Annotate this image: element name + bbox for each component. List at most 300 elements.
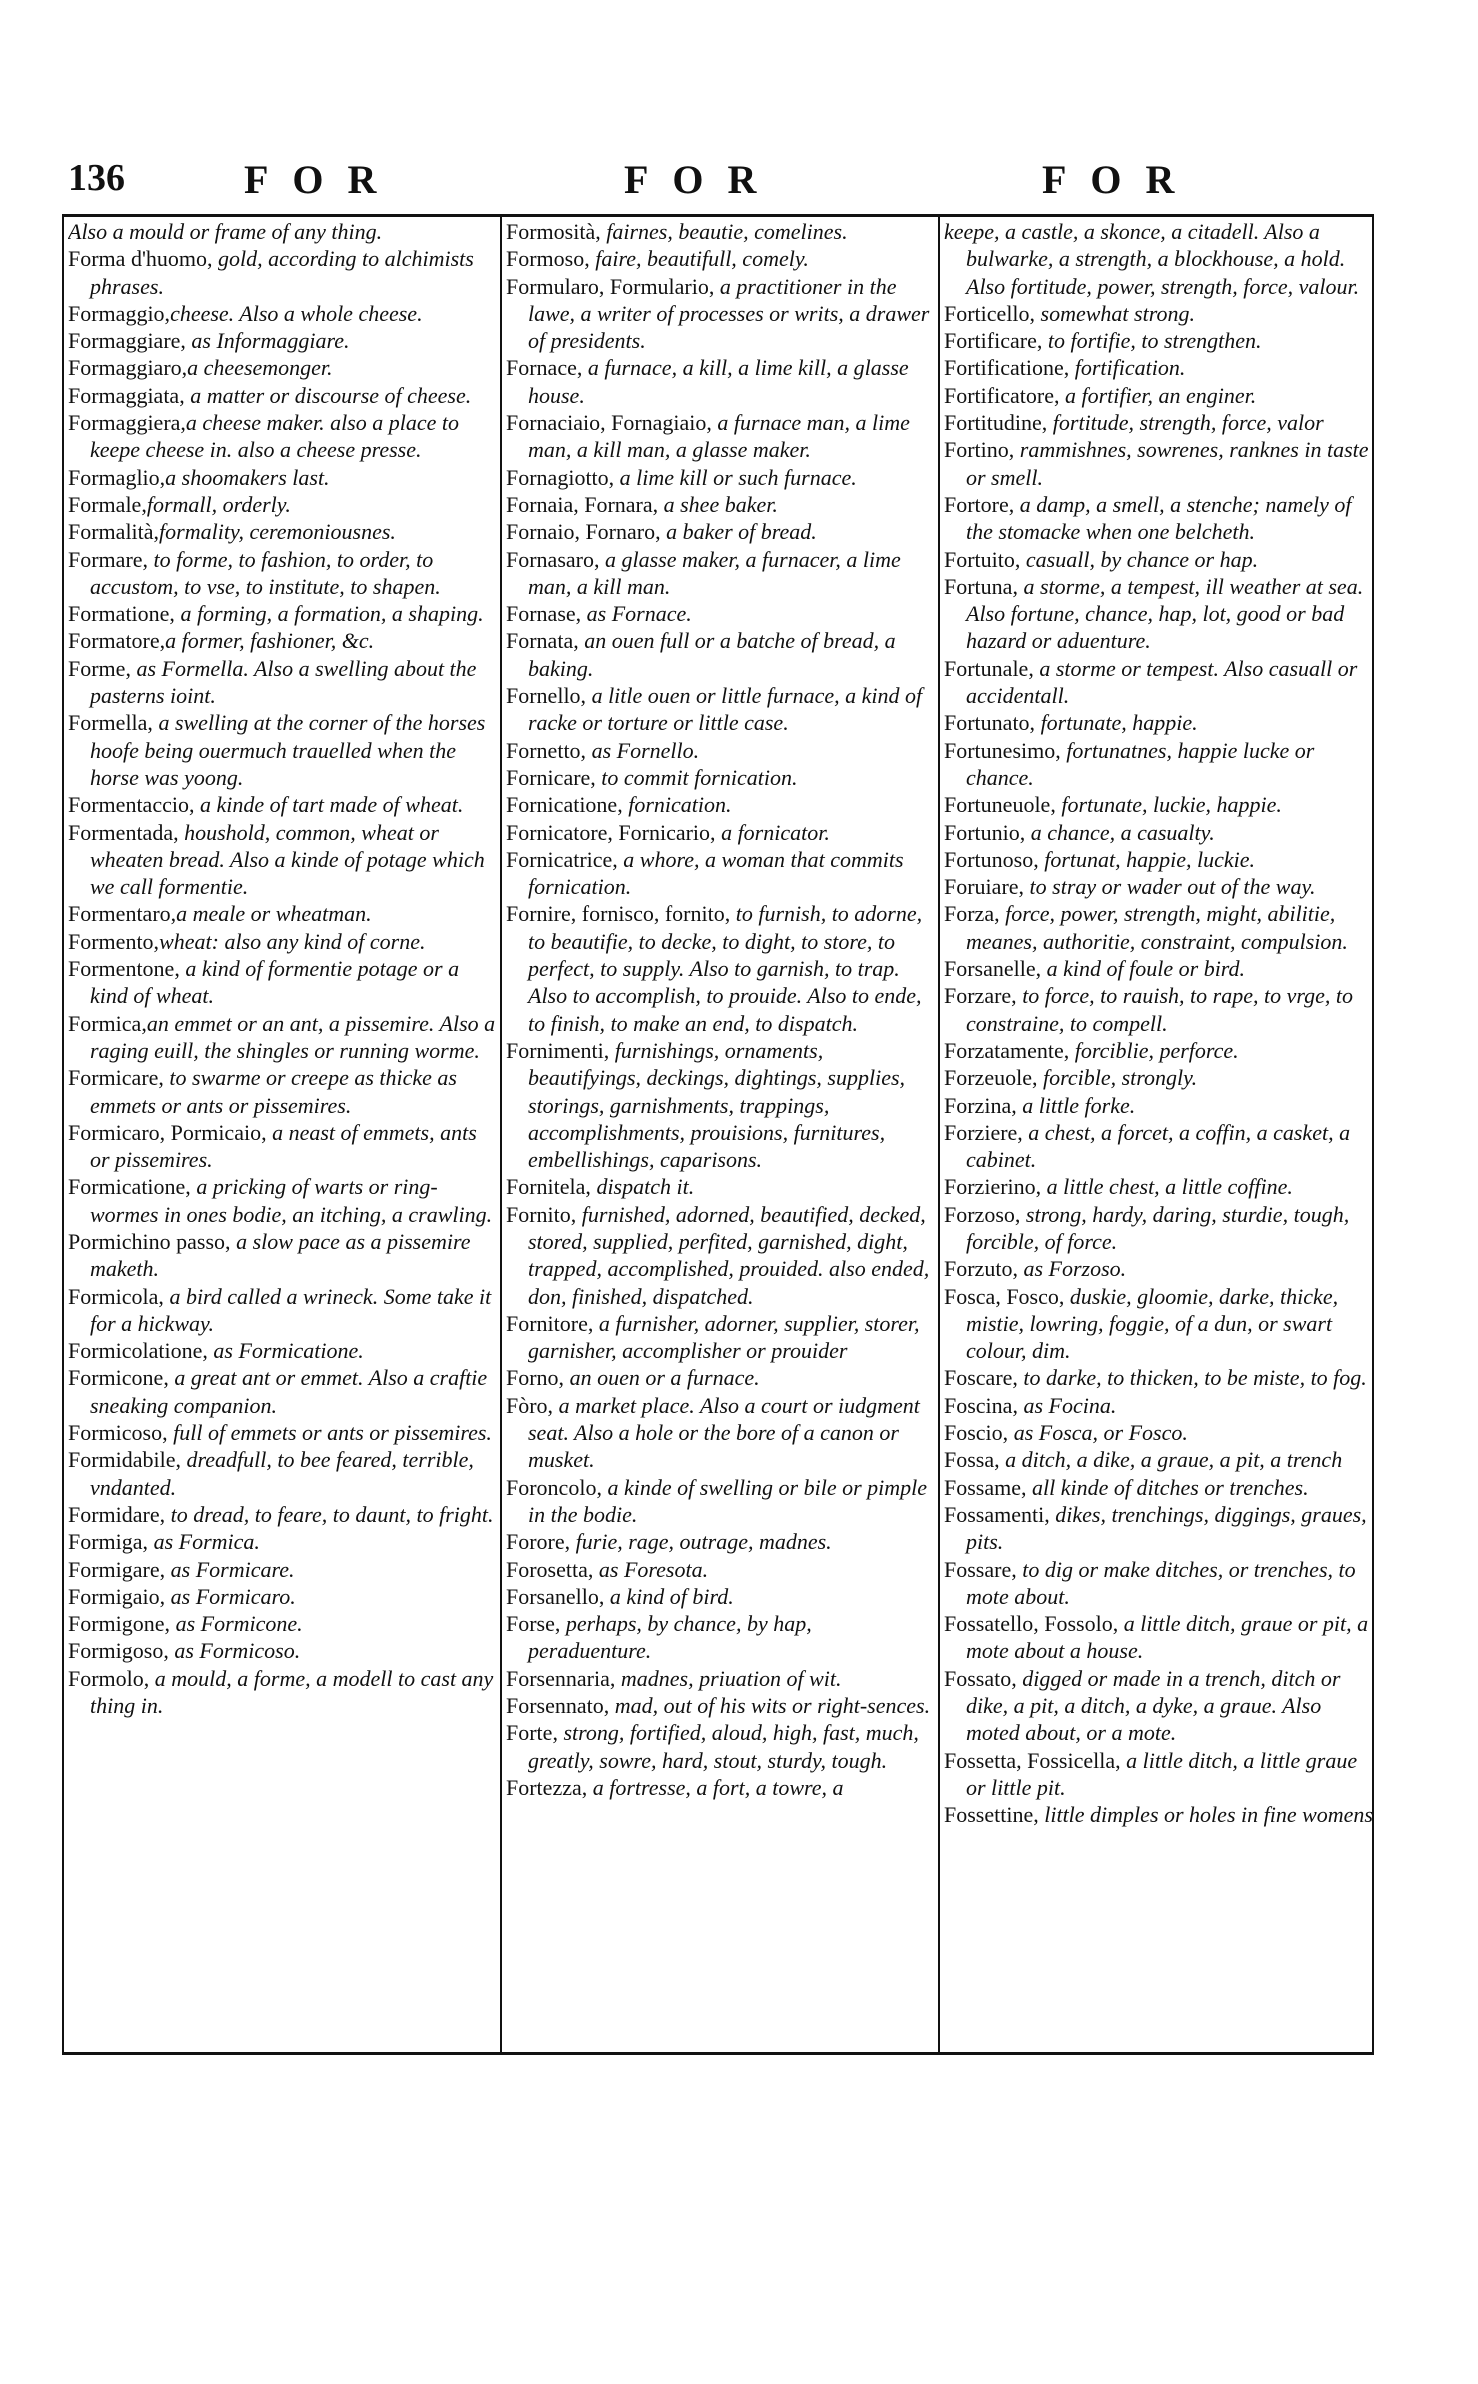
entry-definition: wheat: also any kind of corne. bbox=[159, 928, 426, 954]
entry-definition: fortunatnes, happie lucke or chance. bbox=[966, 737, 1315, 790]
dictionary-entry bbox=[506, 1201, 936, 1310]
entry-definition: fairnes, beautie, comelines. bbox=[606, 219, 848, 244]
entry-headword: Fortificatione, bbox=[944, 355, 1075, 381]
entry-definition: to furnish, to adorne, to beautifie, to decke, to dight, to store, to perfect, to supply. Also to garnish, to trap. Also to accomplish, to prouide. Also to ende, to finish, to make an end, to dispatch. bbox=[528, 901, 923, 1036]
entry-headword: Formularo, Formulario, bbox=[506, 273, 720, 299]
dictionary-entry bbox=[944, 1173, 1374, 1200]
dictionary-entry bbox=[944, 873, 1374, 900]
entry-definition: a little ditch, graue or pit, a mote about a house. bbox=[966, 1611, 1369, 1664]
entry-headword: Fortuneuole, bbox=[944, 792, 1062, 818]
dictionary-entry bbox=[506, 1037, 936, 1173]
column-divider-2 bbox=[938, 216, 940, 2052]
dictionary-entry bbox=[944, 819, 1374, 846]
dictionary-entry bbox=[506, 491, 936, 518]
entry-definition: a cheese maker. also a place to keepe cheese in. also a cheese presse. bbox=[90, 410, 459, 463]
entry-headword: Forsanello, bbox=[506, 1583, 610, 1609]
entry-definition: full of emmets or ants or pissemires. bbox=[173, 1420, 492, 1446]
entry-headword: Forzierino, bbox=[944, 1174, 1047, 1200]
entry-definition: as Fosca, or Fosco. bbox=[1013, 1420, 1188, 1446]
dictionary-entry bbox=[506, 791, 936, 818]
entry-definition: madnes, priuation of wit. bbox=[620, 1665, 842, 1691]
entry-definition: a bird called a wrineck. Some take it for a hickway. bbox=[90, 1283, 492, 1336]
dictionary-entry bbox=[506, 354, 936, 409]
dictionary-entry bbox=[68, 1283, 498, 1338]
entry-headword: Foscio, bbox=[944, 1420, 1014, 1446]
entry-definition: a little ditch, a little graue or little pit. bbox=[966, 1747, 1358, 1800]
entry-headword: Foroncolo, bbox=[506, 1474, 608, 1500]
entry-definition: dispatch it. bbox=[596, 1174, 695, 1200]
dictionary-entry bbox=[944, 354, 1374, 381]
entry-headword: Fornetto, bbox=[506, 737, 592, 763]
running-head-center: FOR bbox=[624, 157, 781, 202]
dictionary-entry bbox=[68, 1228, 498, 1283]
entry-headword: Fornagiotto, bbox=[506, 464, 620, 490]
dictionary-entry bbox=[68, 354, 498, 381]
dictionary-entry bbox=[506, 1310, 936, 1365]
entry-headword: Formento, bbox=[68, 928, 160, 954]
entry-headword: Forzatamente, bbox=[944, 1037, 1075, 1063]
dictionary-entry bbox=[944, 709, 1374, 736]
entry-definition: a ditch, a dike, a graue, a pit, a trench bbox=[1005, 1447, 1343, 1473]
entry-definition: a slow pace as a pissemire maketh. bbox=[90, 1228, 471, 1282]
entry-definition: gold, according to alchimists phrases. bbox=[90, 246, 474, 299]
dictionary-entry bbox=[506, 1173, 936, 1200]
entry-headword: Forza, bbox=[944, 901, 1006, 927]
entry-headword: Fortunoso, bbox=[944, 846, 1045, 872]
dictionary-entry bbox=[68, 327, 498, 354]
dictionary-entry bbox=[944, 1255, 1374, 1282]
entry-definition: a matter or discourse of cheese. bbox=[190, 382, 472, 408]
entry-headword: Fossame, bbox=[944, 1474, 1032, 1500]
dictionary-entry bbox=[506, 846, 936, 901]
entry-headword: Forzare, bbox=[944, 983, 1023, 1009]
entry-definition: to swarme or creepe as thicke as emmets or ants or pissemires. bbox=[90, 1065, 457, 1118]
entry-headword: Foruiare, bbox=[944, 874, 1030, 900]
dictionary-entry bbox=[944, 327, 1374, 354]
entry-definition: casuall, by chance or hap. bbox=[1025, 546, 1259, 572]
entry-headword: Forno, bbox=[506, 1365, 570, 1391]
entry-headword: Fortitudine, bbox=[944, 410, 1053, 436]
dictionary-entry bbox=[68, 1583, 498, 1610]
entry-definition: as Informaggiare. bbox=[191, 328, 350, 354]
entry-headword: Fornito, bbox=[506, 1201, 582, 1227]
entry-headword: Formicatione, bbox=[68, 1174, 197, 1200]
entry-headword: Fornase, bbox=[506, 601, 587, 627]
dictionary-entry bbox=[506, 1556, 936, 1583]
entry-definition: a neast of emmets, ants or pissemires. bbox=[90, 1119, 477, 1173]
dictionary-entry bbox=[944, 436, 1374, 491]
column-middle bbox=[506, 218, 936, 2048]
entry-headword: Fortuna, bbox=[944, 573, 1024, 599]
entry-definition: a kind of bird. bbox=[609, 1583, 734, 1609]
entry-headword: Formale, bbox=[68, 491, 147, 517]
entry-headword: Forma d'huomo, bbox=[68, 246, 219, 272]
entry-headword: Fornello, bbox=[506, 683, 592, 709]
entry-definition: a storme, a tempest, ill weather at sea. Also fortune, chance, hap, lot, good or bad hazard or aduenture. bbox=[966, 573, 1364, 654]
dictionary-entry bbox=[506, 546, 936, 601]
dictionary-entry bbox=[68, 300, 498, 327]
entry-definition: formall, orderly. bbox=[146, 491, 291, 517]
dictionary-entry bbox=[944, 900, 1374, 955]
dictionary-entry bbox=[68, 791, 498, 818]
entry-definition: a little forke. bbox=[1022, 1092, 1136, 1118]
entry-headword: Fossato, bbox=[944, 1665, 1023, 1691]
entry-headword: Fòro, bbox=[506, 1392, 559, 1418]
running-head-left: FOR bbox=[244, 157, 401, 202]
entry-headword: Formaggiaro, bbox=[68, 355, 188, 381]
entry-definition: digged or made in a trench, ditch or dike, a pit, a ditch, a dyke, a graue. Also moted about, or a mote. bbox=[966, 1665, 1341, 1746]
dictionary-entry bbox=[68, 382, 498, 409]
dictionary-entry bbox=[68, 1064, 498, 1119]
header-rule bbox=[62, 214, 1374, 217]
entry-definition: strong, hardy, daring, sturdie, tough, forcible, of force. bbox=[966, 1201, 1350, 1254]
entry-headword: Fortunesimo, bbox=[944, 737, 1067, 763]
entry-definition: a kind of formentie potage or a kind of wheat. bbox=[90, 956, 460, 1009]
dictionary-entry bbox=[68, 546, 498, 601]
entry-definition: a cheesemonger. bbox=[187, 355, 333, 381]
entry-definition: somewhat strong. bbox=[1040, 300, 1195, 326]
entry-headword: Formolo, bbox=[68, 1665, 155, 1691]
dictionary-entry bbox=[68, 1173, 498, 1228]
entry-headword: Fornimenti, bbox=[506, 1037, 615, 1063]
entry-definition: houshold, common, wheat or wheaten bread. Also a kinde of potage which we call formentie. bbox=[90, 819, 485, 900]
entry-definition: a market place. Also a court or iudgment seat. Also a hole or the bore of a canon or musket. bbox=[528, 1392, 920, 1473]
dictionary-entry bbox=[68, 1364, 498, 1419]
dictionary-entry bbox=[506, 1528, 936, 1555]
entry-headword: Fortezza, bbox=[506, 1774, 593, 1800]
entry-headword: Fossamenti, bbox=[944, 1501, 1056, 1527]
dictionary-entry bbox=[68, 709, 498, 791]
dictionary-entry bbox=[944, 1392, 1374, 1419]
entry-headword: Formosità, bbox=[506, 219, 607, 244]
entry-definition: to stray or wader out of the way. bbox=[1029, 874, 1316, 900]
entry-headword: Fornicatrice, bbox=[506, 846, 624, 872]
entry-definition: to darke, to thicken, to be miste, to fog. bbox=[1023, 1365, 1367, 1391]
dictionary-entry bbox=[68, 409, 498, 464]
entry-definition: a great ant or emmet. Also a craftie sneaking companion. bbox=[90, 1365, 488, 1418]
dictionary-entry bbox=[506, 819, 936, 846]
entry-definition: little dimples or holes in fine womens bbox=[1044, 1802, 1373, 1828]
dictionary-entry bbox=[68, 1010, 498, 1065]
entry-definition: fortunate, luckie, happie. bbox=[1061, 792, 1282, 818]
dictionary-entry bbox=[506, 245, 936, 272]
entry-definition: a shoomakers last. bbox=[165, 464, 330, 490]
dictionary-entry bbox=[68, 1528, 498, 1555]
dictionary-entry bbox=[68, 245, 498, 300]
entry-definition: formality, ceremoniousnes. bbox=[159, 519, 396, 545]
entry-headword: Formicone, bbox=[68, 1365, 175, 1391]
dictionary-entry bbox=[68, 1446, 498, 1501]
entry-headword: Formicola, bbox=[68, 1283, 170, 1309]
entry-headword: Formaglio, bbox=[68, 464, 166, 490]
entry-definition: as Formica. bbox=[153, 1529, 260, 1555]
dictionary-entry bbox=[68, 1119, 498, 1174]
entry-definition: a litle ouen or little furnace, a kind of racke or torture or little case. bbox=[528, 683, 923, 736]
dictionary-entry bbox=[68, 518, 498, 545]
entry-definition: cheese. Also a whole cheese. bbox=[170, 300, 423, 326]
dictionary-entry bbox=[944, 1747, 1374, 1802]
entry-headword: Formiga, bbox=[68, 1529, 154, 1555]
dictionary-entry bbox=[506, 627, 936, 682]
dictionary-entry bbox=[944, 791, 1374, 818]
dictionary-entry bbox=[506, 737, 936, 764]
entry-headword: Fornitela, bbox=[506, 1174, 597, 1200]
dictionary-entry bbox=[506, 464, 936, 491]
entry-definition: fortification. bbox=[1074, 355, 1186, 381]
dictionary-entry bbox=[506, 682, 936, 737]
entry-definition: as Fornace. bbox=[586, 601, 692, 627]
entry-headword: Formigaio, bbox=[68, 1583, 171, 1609]
entry-headword: Forzoso, bbox=[944, 1201, 1026, 1227]
entry-definition: a kinde of tart made of wheat. bbox=[199, 792, 464, 818]
dictionary-entry bbox=[506, 1364, 936, 1391]
entry-headword: Fornire, fornisco, fornito, bbox=[506, 901, 736, 927]
column-divider-1 bbox=[500, 216, 502, 2052]
entry-headword: Formella, bbox=[68, 710, 159, 736]
entry-definition: to commit fornication. bbox=[601, 764, 798, 790]
entry-definition: a fortifier, an enginer. bbox=[1064, 382, 1257, 408]
entry-definition: keepe, a castle, a skonce, a citadell. Also a bulwarke, a strength, a blockhouse, a hold. Also fortitude, power, strength, force, valour. bbox=[944, 219, 1360, 299]
dictionary-entry bbox=[506, 1392, 936, 1474]
dictionary-entry bbox=[506, 1719, 936, 1774]
entry-definition: a furnace, a kill, a lime kill, a glasse house. bbox=[528, 355, 909, 408]
dictionary-entry bbox=[944, 1556, 1374, 1611]
entry-headword: Fortificare, bbox=[944, 328, 1048, 354]
entry-definition: dikes, trenchings, diggings, graues, pits. bbox=[966, 1501, 1367, 1555]
entry-definition: dreadfull, to bee feared, terrible, vndanted. bbox=[90, 1447, 474, 1500]
entry-headword: Fornata, bbox=[506, 628, 585, 654]
dictionary-entry bbox=[944, 737, 1374, 792]
entry-definition: as Fornello. bbox=[591, 737, 700, 763]
dictionary-entry bbox=[944, 1446, 1374, 1473]
dictionary-entry bbox=[68, 1556, 498, 1583]
dictionary-entry bbox=[68, 955, 498, 1010]
dictionary-entry bbox=[506, 1583, 936, 1610]
entry-headword: Forore, bbox=[506, 1529, 576, 1555]
entry-headword: Fossare, bbox=[944, 1556, 1023, 1582]
entry-definition: a whore, a woman that commits fornication. bbox=[528, 846, 904, 900]
entry-definition: a kind of foule or bird. bbox=[1046, 956, 1246, 982]
entry-headword: Fortino, bbox=[944, 437, 1020, 463]
dictionary-entry bbox=[944, 1801, 1374, 1828]
entry-definition: a furnace man, a lime man, a kill man, a glasse maker. bbox=[528, 410, 910, 463]
entry-headword: Forzina, bbox=[944, 1092, 1023, 1118]
dictionary-entry bbox=[944, 546, 1374, 573]
entry-headword: Forzuto, bbox=[944, 1256, 1024, 1282]
dictionary-entry bbox=[944, 491, 1374, 546]
entry-definition: as Formicaro. bbox=[170, 1583, 296, 1609]
entry-headword: Fortunale, bbox=[944, 655, 1040, 681]
dictionary-entry bbox=[68, 1501, 498, 1528]
entry-headword: Forziere, bbox=[944, 1119, 1029, 1145]
dictionary-entry bbox=[68, 1419, 498, 1446]
entry-definition: as Formicare. bbox=[170, 1556, 295, 1582]
dictionary-entry bbox=[944, 1092, 1374, 1119]
entry-definition: an ouen or a furnace. bbox=[569, 1365, 760, 1391]
entry-headword: Formentaro, bbox=[68, 901, 177, 927]
entry-headword: Pormichino passo, bbox=[68, 1228, 237, 1254]
entry-definition: to forme, to fashion, to order, to accustom, to vse, to institute, to shapen. bbox=[90, 546, 441, 599]
entry-headword: Forte, bbox=[506, 1720, 564, 1746]
entry-definition: force, power, strength, might, abilitie, meanes, authoritie, constraint, compulsion. bbox=[966, 901, 1348, 954]
dictionary-entry bbox=[506, 273, 936, 355]
running-head-right: FOR bbox=[1042, 157, 1199, 202]
entry-headword: Formidare, bbox=[68, 1501, 171, 1527]
entry-headword: Fornaciaio, Fornagiaio, bbox=[506, 410, 718, 436]
entry-headword: Fortunato, bbox=[944, 710, 1041, 736]
entry-headword: Formatione, bbox=[68, 601, 181, 627]
dictionary-entry bbox=[506, 900, 936, 1036]
dictionary-entry bbox=[944, 1119, 1374, 1174]
entry-headword: Formalità, bbox=[68, 519, 160, 545]
entry-definition: to dig or make ditches, or trenches, to mote about. bbox=[966, 1556, 1356, 1609]
entry-definition: to dread, to feare, to daunt, to fright. bbox=[170, 1501, 494, 1527]
dictionary-entry bbox=[944, 1201, 1374, 1256]
entry-definition: perhaps, by chance, by hap, peraduenture. bbox=[528, 1611, 812, 1664]
entry-definition: to force, to rauish, to rape, to vrge, to constraine, to compell. bbox=[966, 983, 1353, 1036]
dictionary-entry bbox=[506, 1610, 936, 1665]
entry-headword: Foscina, bbox=[944, 1392, 1024, 1418]
dictionary-entry bbox=[944, 1610, 1374, 1665]
dictionary-entry bbox=[68, 627, 498, 654]
entry-definition: as Forzoso. bbox=[1023, 1256, 1127, 1282]
entry-definition: a former, fashioner, &c. bbox=[165, 628, 375, 654]
entry-definition: faire, beautifull, comely. bbox=[595, 246, 809, 272]
dictionary-entry bbox=[68, 600, 498, 627]
entry-definition: a fortresse, a fort, a towre, a bbox=[592, 1774, 844, 1800]
column-right bbox=[944, 218, 1374, 2048]
entry-definition: a mould, a forme, a modell to cast any thing in. bbox=[90, 1665, 494, 1719]
entry-headword: Formicaro, Pormicaio, bbox=[68, 1119, 273, 1145]
entry-headword: Foscare, bbox=[944, 1365, 1024, 1391]
entry-headword: Forse, bbox=[506, 1611, 566, 1637]
page-number: 136 bbox=[68, 157, 125, 199]
entry-definition: a storme or tempest. Also casuall or accidentall. bbox=[966, 655, 1358, 709]
entry-headword: Formentada, bbox=[68, 819, 185, 845]
dictionary-entry bbox=[944, 955, 1374, 982]
entry-headword: Formigare, bbox=[68, 1556, 171, 1582]
dictionary-entry bbox=[68, 1665, 498, 1720]
dictionary-entry bbox=[68, 1337, 498, 1364]
entry-definition: strong, fortified, aloud, high, fast, much, greatly, sowre, hard, stout, sturdy, tough. bbox=[528, 1720, 919, 1773]
dictionary-entry bbox=[506, 409, 936, 464]
dictionary-entry bbox=[944, 1419, 1374, 1446]
entry-headword: Forme, bbox=[68, 655, 137, 681]
entry-definition: fortunat, happie, luckie. bbox=[1044, 846, 1256, 872]
entry-headword: Forsanelle, bbox=[944, 956, 1047, 982]
dictionary-entry bbox=[944, 300, 1374, 327]
entry-definition: a practitioner in the lawe, a writer of processes or writs, a drawer of presidents. bbox=[528, 273, 930, 354]
dictionary-entry bbox=[944, 1501, 1374, 1556]
entry-definition: to fortifie, to strengthen. bbox=[1047, 328, 1262, 354]
column-left bbox=[68, 218, 498, 2048]
entry-definition: a shee baker. bbox=[663, 491, 778, 517]
entry-definition: a forming, a formation, a shaping. bbox=[180, 601, 484, 627]
dictionary-entry bbox=[944, 218, 1374, 300]
entry-headword: Formaggiera, bbox=[68, 410, 186, 436]
entry-definition: Also a mould or frame of any thing. bbox=[68, 219, 383, 244]
entry-definition: an emmet or an ant, a pissemire. Also a raging euill, the shingles or running worme. bbox=[90, 1010, 496, 1063]
dictionary-entry bbox=[506, 218, 936, 245]
dictionary-entry bbox=[506, 1474, 936, 1529]
entry-headword: Formicoso, bbox=[68, 1420, 174, 1446]
entry-definition: rammishnes, sowrenes, ranknes in taste or smell. bbox=[966, 437, 1369, 490]
dictionary-entry bbox=[506, 1692, 936, 1719]
entry-headword: Fornicatione, bbox=[506, 792, 629, 818]
entry-headword: Formigoso, bbox=[68, 1638, 175, 1664]
entry-definition: as Focina. bbox=[1023, 1392, 1117, 1418]
entry-headword: Formicolatione, bbox=[68, 1338, 214, 1364]
dictionary-entry bbox=[506, 764, 936, 791]
entry-headword: Fossetta, Fossicella, bbox=[944, 1747, 1127, 1773]
entry-definition: fortunate, happie. bbox=[1040, 710, 1198, 736]
entry-headword: Fornicatore, Fornicario, bbox=[506, 819, 722, 845]
dictionary-entry bbox=[506, 600, 936, 627]
entry-definition: as Formicoso. bbox=[174, 1638, 301, 1664]
dictionary-entry bbox=[68, 655, 498, 710]
entry-definition: as Formicone. bbox=[175, 1611, 303, 1637]
entry-headword: Fortuito, bbox=[944, 546, 1026, 572]
entry-headword: Formidabile, bbox=[68, 1447, 187, 1473]
page-header bbox=[62, 150, 1372, 210]
entry-headword: Formentone, bbox=[68, 956, 186, 982]
dictionary-entry bbox=[944, 1064, 1374, 1091]
entry-headword: Forsennaria, bbox=[506, 1665, 621, 1691]
entry-headword: Formica, bbox=[68, 1010, 147, 1036]
entry-definition: a swelling at the corner of the horses hoofe being ouermuch trauelled when the horse was yoong. bbox=[90, 710, 486, 790]
entry-headword: Forsennato, bbox=[506, 1693, 615, 1719]
dictionary-entry bbox=[944, 982, 1374, 1037]
entry-headword: Fossa, bbox=[944, 1447, 1006, 1473]
entry-definition: fornication. bbox=[628, 792, 732, 818]
entry-definition: fortitude, strength, force, valor bbox=[1052, 410, 1324, 436]
dictionary-entry bbox=[68, 464, 498, 491]
dictionary-entry bbox=[68, 491, 498, 518]
entry-definition: a meale or wheatman. bbox=[176, 901, 372, 927]
entry-definition: as Formicatione. bbox=[213, 1338, 364, 1364]
dictionary-entry bbox=[944, 1037, 1374, 1064]
entry-definition: forcible, strongly. bbox=[1042, 1065, 1198, 1091]
dictionary-entry bbox=[944, 409, 1374, 436]
entry-definition: furnishings, ornaments, beautifyings, deckings, dightings, supplies, storings, garnishments, trappings, accomplishments, prouisions, furnitures, embellishings, caparisons. bbox=[528, 1037, 906, 1173]
entry-headword: Fossatello, Fossolo, bbox=[944, 1611, 1124, 1637]
dictionary-entry bbox=[944, 655, 1374, 710]
entry-headword: Fosca, Fosco, bbox=[944, 1283, 1070, 1309]
entry-definition: a kinde of swelling or bile or pimple in the bodie. bbox=[528, 1474, 928, 1527]
dictionary-entry bbox=[944, 1665, 1374, 1747]
entry-headword: Fornicare, bbox=[506, 764, 602, 790]
entry-definition: a pricking of warts or ring-wormes in ones bodie, an itching, a crawling. bbox=[90, 1174, 493, 1227]
entry-headword: Fossettine, bbox=[944, 1802, 1045, 1828]
entry-headword: Formaggio, bbox=[68, 300, 171, 326]
entry-definition: as Formella. Also a swelling about the pasterns ioint. bbox=[90, 655, 477, 709]
entry-headword: Formicare, bbox=[68, 1065, 170, 1091]
dictionary-entry bbox=[944, 1474, 1374, 1501]
entry-headword: Fortore, bbox=[944, 491, 1020, 517]
entry-definition: all kinde of ditches or trenches. bbox=[1032, 1474, 1309, 1500]
entry-definition: duskie, gloomie, darke, thicke, mistie, lowring, foggie, of a dun, or swart colour, dim. bbox=[966, 1283, 1339, 1364]
entry-definition: mad, out of his wits or right-sences. bbox=[614, 1693, 931, 1719]
entry-headword: Formatore, bbox=[68, 628, 166, 654]
dictionary-entry bbox=[944, 382, 1374, 409]
entry-definition: as Foresota. bbox=[598, 1556, 709, 1582]
entry-definition: a damp, a smell, a stenche; namely of the stomacke when one belcheth. bbox=[966, 491, 1352, 545]
dictionary-entry bbox=[506, 518, 936, 545]
dictionary-entry bbox=[68, 819, 498, 901]
entry-headword: Formigone, bbox=[68, 1611, 176, 1637]
entry-headword: Fornaia, Fornara, bbox=[506, 491, 664, 517]
entry-headword: Formentaccio, bbox=[68, 792, 200, 818]
